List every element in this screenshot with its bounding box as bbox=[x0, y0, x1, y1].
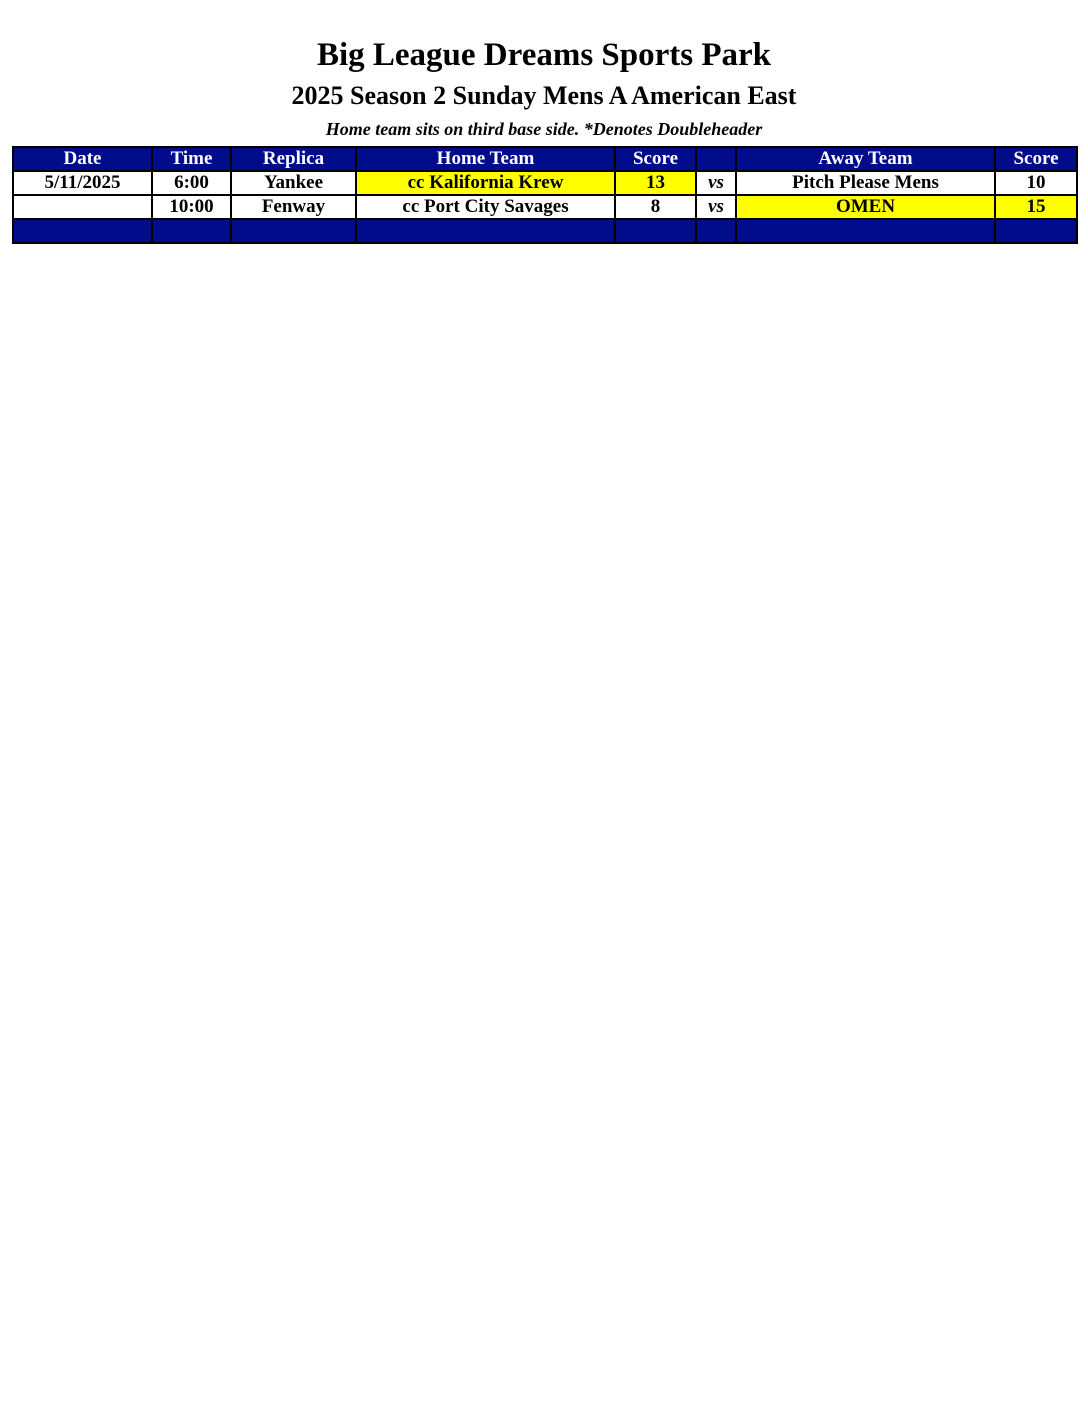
cell-home-team: cc Kalifornia Krew bbox=[356, 171, 615, 195]
table-header-row bbox=[13, 147, 1077, 171]
cell-away-team: OMEN bbox=[736, 195, 995, 219]
cell-replica: Yankee bbox=[231, 171, 356, 195]
table-row bbox=[13, 195, 1077, 219]
cell-away-score: 10 bbox=[995, 171, 1077, 195]
footer-cell bbox=[736, 219, 995, 243]
cell-home-score: 13 bbox=[615, 171, 696, 195]
cell-vs: vs bbox=[696, 195, 736, 219]
league-subtitle: 2025 Season 2 Sunday Mens A American East bbox=[291, 81, 797, 110]
cell-time: 6:00 bbox=[152, 171, 231, 195]
footer-cell bbox=[696, 219, 736, 243]
col-header-away-team: Away Team bbox=[736, 147, 995, 171]
page-title: Big League Dreams Sports Park bbox=[316, 37, 772, 73]
footer-cell bbox=[356, 219, 615, 243]
footer-cell bbox=[995, 219, 1077, 243]
schedule-note: Home team sits on third base side. *Denotes Doubleheader bbox=[325, 119, 763, 139]
col-header-vs bbox=[696, 147, 736, 171]
cell-replica: Fenway bbox=[231, 195, 356, 219]
footer-cell bbox=[231, 219, 356, 243]
col-header-time: Time bbox=[152, 147, 231, 171]
col-header-home-score: Score bbox=[615, 147, 696, 171]
col-header-home-team: Home Team bbox=[356, 147, 615, 171]
footer-cell bbox=[152, 219, 231, 243]
cell-home-team: cc Port City Savages bbox=[356, 195, 615, 219]
footer-cell bbox=[13, 219, 152, 243]
schedule-table bbox=[12, 146, 1078, 244]
cell-away-team: Pitch Please Mens bbox=[736, 171, 995, 195]
table-row bbox=[13, 171, 1077, 195]
col-header-away-score: Score bbox=[995, 147, 1077, 171]
col-header-replica: Replica bbox=[231, 147, 356, 171]
footer-cell bbox=[615, 219, 696, 243]
col-header-date: Date bbox=[13, 147, 152, 171]
cell-time: 10:00 bbox=[152, 195, 231, 219]
cell-date: 5/11/2025 bbox=[13, 171, 152, 195]
cell-date bbox=[13, 195, 152, 219]
cell-away-score: 15 bbox=[995, 195, 1077, 219]
table-footer-row bbox=[13, 219, 1077, 243]
cell-home-score: 8 bbox=[615, 195, 696, 219]
cell-vs: vs bbox=[696, 171, 736, 195]
